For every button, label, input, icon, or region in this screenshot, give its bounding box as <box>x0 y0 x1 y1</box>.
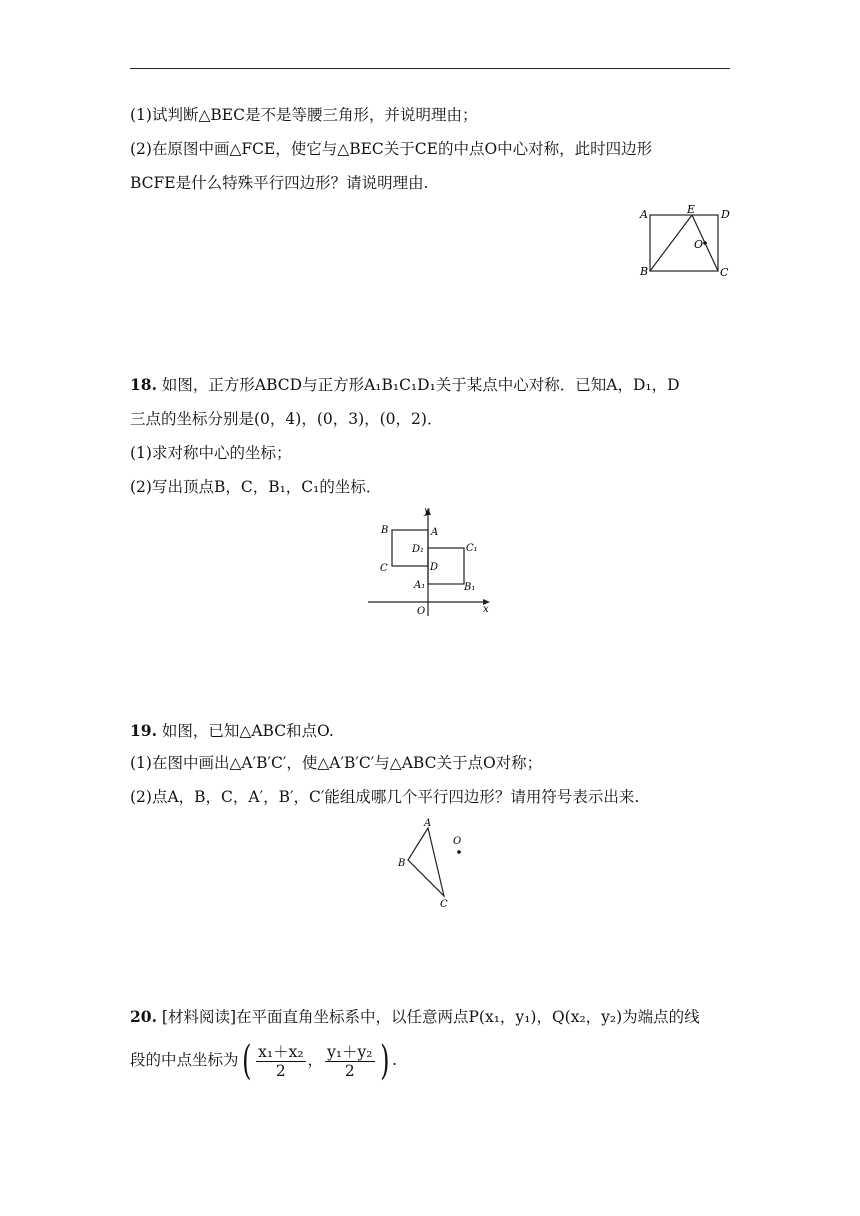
right-bracket: ) <box>379 1038 390 1084</box>
label-c: C <box>440 899 448 910</box>
label-a1: A₁ <box>414 580 426 591</box>
q17-figure <box>636 204 736 280</box>
label-a: A <box>431 527 439 538</box>
q19-line1 <box>130 720 334 742</box>
q18-number: 18. <box>130 375 157 394</box>
label-b: B <box>398 858 406 869</box>
q17-part2-line1: (2)在原图中画△FCE，使它与△BEC关于CE的中点O中心对称，此时四边形 <box>130 140 653 158</box>
left-bracket: ( <box>241 1038 252 1084</box>
label-d: D <box>430 562 439 573</box>
rectangle-abcd <box>650 215 718 271</box>
label-o: O <box>417 606 426 617</box>
label-b: B <box>381 525 389 536</box>
label-d1: D₁ <box>412 544 425 555</box>
label-a: A <box>424 818 432 829</box>
q19-part1: (1)在图中画出△A′B′C′，使△A′B′C′与△ABC关于点O对称； <box>130 754 543 772</box>
label-o: O <box>453 836 462 847</box>
label-o: O <box>694 238 704 251</box>
header-rule <box>130 68 730 69</box>
fraction-y-numerator: y₁＋y₂ <box>327 1042 373 1061</box>
label-e: E <box>687 204 696 216</box>
q20-line1 <box>130 1006 700 1028</box>
q17-part1: (1)试判断△BEC是不是等腰三角形，并说明理由； <box>130 106 478 124</box>
q18-figure <box>364 506 498 618</box>
q18-line1-text: 如图，正方形ABCD与正方形A₁B₁C₁D₁关于某点中心对称．已知A，D₁，D <box>161 376 680 394</box>
q19-number: 19. <box>130 721 157 740</box>
q18-part1: (1)求对称中心的坐标； <box>130 444 292 462</box>
fraction-y <box>325 1043 374 1080</box>
q20-line2-suffix: . <box>392 1051 398 1069</box>
label-y: y <box>424 506 430 517</box>
fraction-x-denominator: 2 <box>275 1061 286 1080</box>
q18-line2: 三点的坐标分别是(0，4)，(0，3)，(0，2)． <box>130 410 443 428</box>
label-c1: C₁ <box>466 543 478 554</box>
label-c: C <box>720 266 729 279</box>
point-o <box>703 241 707 245</box>
label-x: x <box>483 604 489 615</box>
fraction-y-denominator: 2 <box>344 1061 355 1080</box>
segment-be <box>650 215 692 271</box>
q19-part2: (2)点A，B，C，A′，B′，C′能组成哪几个平行四边形？请用符号表示出来. <box>130 788 640 806</box>
q18-part2: (2)写出顶点B，C，B₁，C₁的坐标． <box>130 478 382 496</box>
q18-line1 <box>130 374 680 396</box>
q20-line2 <box>130 1038 397 1082</box>
label-c: C <box>380 563 388 574</box>
label-b: B <box>640 265 649 278</box>
q19-figure <box>392 814 472 912</box>
fraction-x <box>256 1043 305 1080</box>
fraction-x-numerator: x₁＋x₂ <box>258 1042 304 1061</box>
label-a: A <box>640 208 648 221</box>
q20-line2-prefix: 段的中点坐标为 <box>130 1051 239 1069</box>
q17-part2-line2: BCFE是什么特殊平行四边形？请说明理由. <box>130 174 429 192</box>
triangle-abc <box>408 828 444 896</box>
point-o <box>457 850 461 854</box>
label-d: D <box>721 208 730 221</box>
label-b1: B₁ <box>464 582 476 593</box>
q19-line1-text: 如图，已知△ABC和点O. <box>161 722 334 740</box>
q20-number: 20. <box>130 1007 157 1026</box>
q20-line1-text: [材料阅读]在平面直角坐标系中，以任意两点P(x₁，y₁)，Q(x₂，y₂)为端点的线 <box>161 1008 700 1026</box>
fraction-separator: ， <box>307 1051 324 1069</box>
